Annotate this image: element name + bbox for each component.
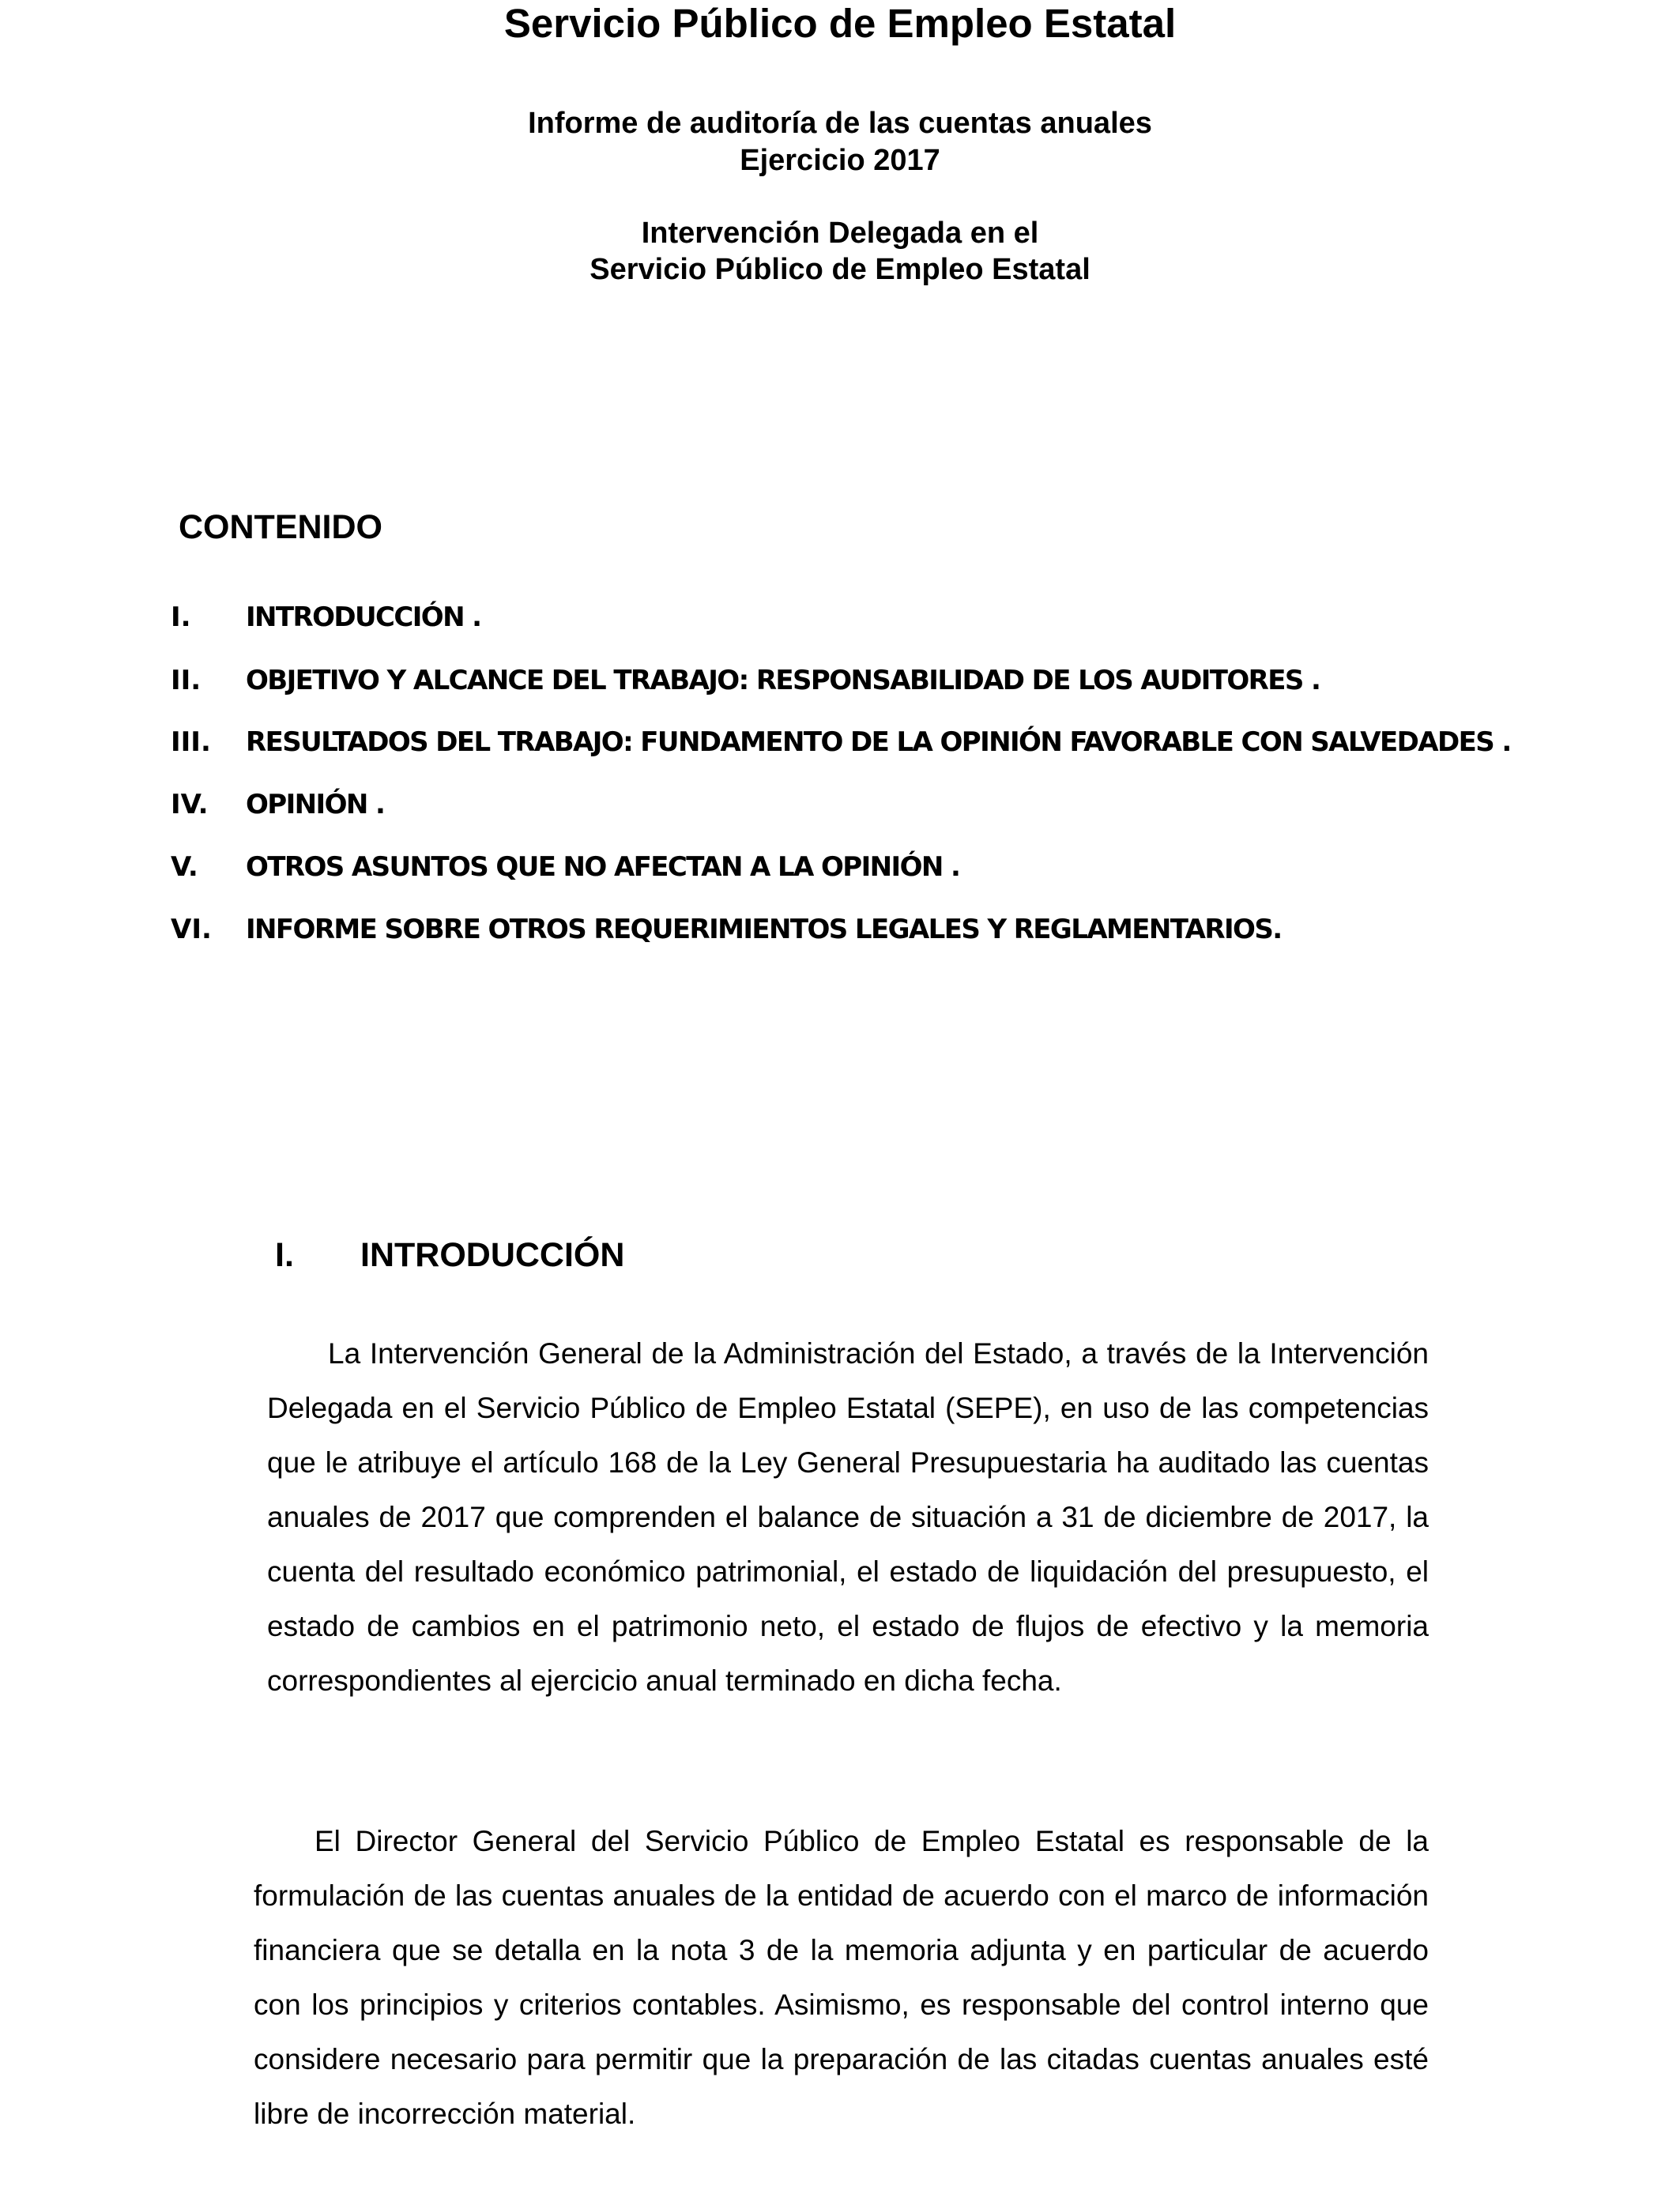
toc-item-label: INFORME SOBRE OTROS REQUERIMIENTOS LEGALES Y REGLAMENTARIOS. (246, 914, 1282, 945)
toc-item-label: INTRODUCCIÓN . (246, 601, 481, 633)
issuer-line-2: Servicio Público de Empleo Estatal (590, 253, 1090, 286)
section-title: INTRODUCCIÓN (360, 1236, 625, 1274)
toc-item-number: VI. (171, 914, 212, 945)
toc-item[interactable] (0, 722, 1680, 762)
toc-item-label: OTROS ASUNTOS QUE NO AFECTAN A LA OPINIÓN . (246, 851, 960, 883)
body-paragraph: El Director General del Servicio Público de Empleo Estatal es responsable de la formulación de las cuentas anuales de la entidad de acuerdo con el marco de información financiera que se detalla en la nota 3 de la memoria adjunta y en particular de acuerdo con los principios y criterios contables. Asimismo, es responsable del control interno que considere necesario para permitir que la preparación de las citadas cuentas anuales esté libre de incorrección material. (254, 1825, 1429, 2130)
issuer-line-1: Intervención Delegada en el (641, 217, 1039, 250)
toc-item-label: RESULTADOS DEL TRABAJO: FUNDAMENTO DE LA OPINIÓN FAVORABLE CON SALVEDADES . (246, 726, 1511, 758)
toc-item-label: OBJETIVO Y ALCANCE DEL TRABAJO: RESPONSABILIDAD DE LOS AUDITORES . (246, 665, 1320, 696)
fiscal-year: Ejercicio 2017 (740, 144, 940, 177)
report-subtitle: Informe de auditoría de las cuentas anuales (528, 107, 1152, 140)
document-title: Servicio Público de Empleo Estatal (503, 1, 1177, 46)
section-number: I. (275, 1236, 294, 1274)
toc-item-number: IV. (171, 789, 209, 820)
toc-item-number: V. (171, 851, 198, 883)
toc-item-number: III. (171, 726, 211, 758)
toc-item[interactable] (0, 847, 1680, 887)
toc-item-number: I. (171, 601, 191, 633)
toc-item[interactable] (0, 785, 1680, 824)
toc-heading: CONTENIDO (179, 508, 382, 546)
toc-item[interactable] (0, 910, 1680, 949)
toc-item-number: II. (171, 665, 202, 696)
body-paragraph: La Intervención General de la Administración del Estado, a través de la Intervención Delegada en el Servicio Público de Empleo Estatal (SEPE), en uso de las competencias que le atribuye el artículo 168 de la Ley General Presupuestaria ha auditado las cuentas anuales de 2017 que comprenden el balance de situación a 31 de diciembre de 2017, la cuenta del resultado económico patrimonial, el estado de liquidación del presupuesto, el estado de cambios en el patrimonio neto, el estado de flujos de efectivo y la memoria correspondientes al ejercicio anual terminado en dicha fecha. (267, 1337, 1429, 1697)
toc-item-label: OPINIÓN . (246, 789, 385, 820)
toc-item[interactable] (0, 598, 1680, 637)
toc-item[interactable] (0, 661, 1680, 700)
